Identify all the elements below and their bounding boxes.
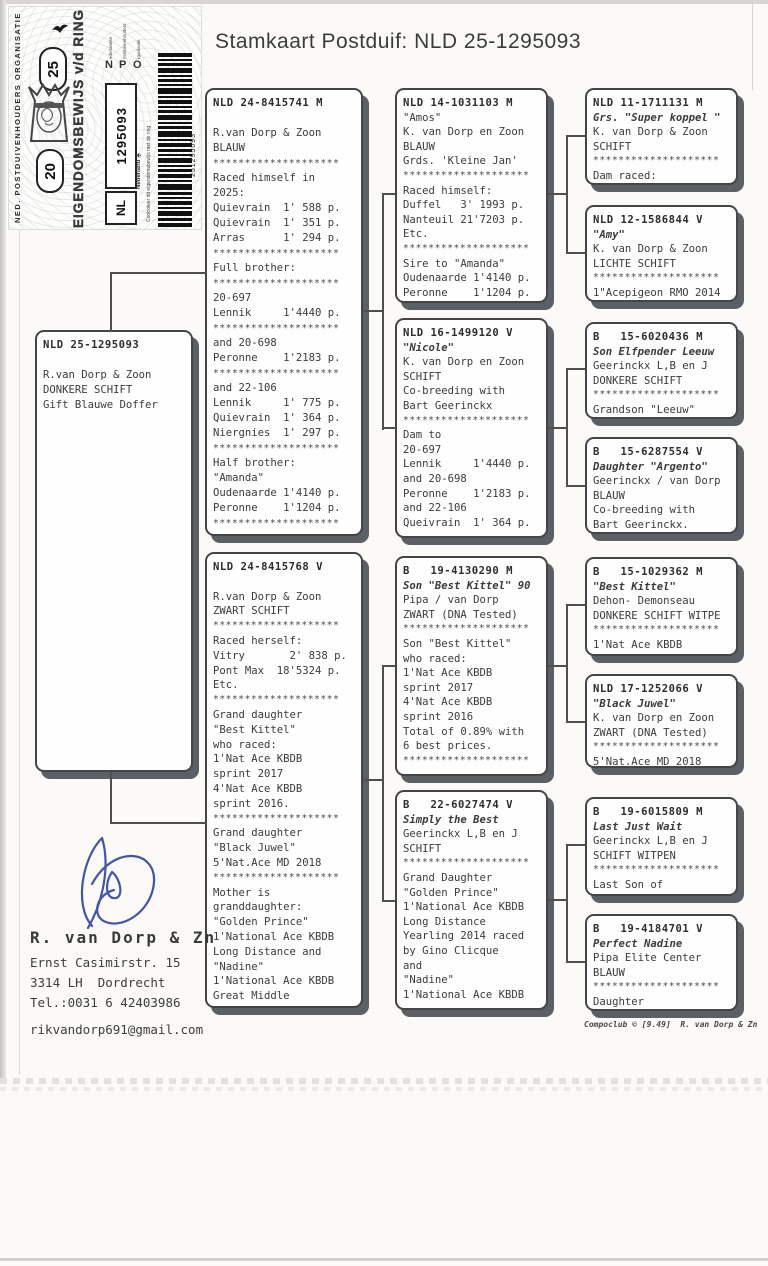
connector-line [566, 845, 568, 963]
pedigree-line: Pont Max 18'5324 p. [213, 664, 341, 677]
pedigree-line: BLAUW [593, 489, 625, 502]
pedigree-line: Co-breeding with [403, 385, 506, 398]
pedigree-line: Daughter [593, 995, 645, 1008]
pedigree-line: NLD 11-1711131 M [593, 97, 704, 109]
pedigree-line: Bart Geerinckx [403, 399, 493, 412]
pedigree-line: sprint 2017 [213, 768, 284, 781]
pedigree-line: DONKERE SCHIFT [43, 384, 133, 396]
pedigree-line: Pipa / van Dorp [403, 594, 499, 607]
pedigree-line: who raced: [403, 652, 467, 665]
pedigree-box-gg1 [585, 88, 738, 185]
connector-line [382, 193, 396, 195]
pedigree-box-gg2 [585, 205, 738, 302]
pedigree-line: ******************** [213, 812, 340, 824]
connector-line [382, 665, 396, 667]
connector-line [362, 310, 384, 312]
connector-line [566, 252, 586, 254]
connector-line [548, 193, 568, 195]
pedigree-line [43, 353, 185, 368]
pedigree-line: Grand daughter [213, 827, 303, 840]
connector-line [566, 961, 586, 963]
pedigree-line: R.van Dorp & Zoon [213, 590, 322, 603]
pedigree-line: Last Just Wait [593, 820, 683, 833]
npo-crest-icon [21, 81, 77, 147]
pedigree-line: Son "Best Kittel" 90 [403, 579, 531, 592]
pedigree-line: Total of 0.89% with [403, 725, 525, 738]
pedigree-line: "Black Juwel" [213, 842, 296, 855]
barcode [158, 53, 192, 227]
connector-line [110, 272, 112, 332]
npo-letter-o: O [133, 59, 142, 71]
pedigree-box-gg6 [585, 674, 738, 768]
ring-number-box [105, 83, 137, 189]
pedigree-line: ******************** [593, 155, 720, 166]
pedigree-line: 1'Nat Ace KBDB [213, 753, 303, 766]
pedigree-line: ******************** [403, 623, 530, 635]
pedigree-line: 4'Nat Ace KBDB [213, 782, 303, 795]
pedigree-line: Lennik 1' 775 p. [213, 397, 341, 409]
pedigree-box-sire [205, 88, 363, 536]
pedigree-line: R.van Dorp & Zoon [43, 369, 152, 381]
pedigree-line: Long Distance and [213, 945, 322, 958]
npo-letter-p: P [119, 59, 127, 71]
pedigree-line: 1'National Ace KBDB [403, 988, 525, 1001]
pedigree-line: "Black Juwel" [593, 697, 676, 710]
owner-name: R. van Dorp & Zn [30, 928, 217, 947]
pedigree-line: Geerinckx L,B en J [403, 828, 518, 841]
pedigree-line: Grds. 'Kleine Jan' [403, 155, 518, 168]
pedigree-line: Son "Best Kittel" [403, 637, 512, 650]
pedigree-box-sire-sire [395, 88, 548, 303]
connector-line [110, 272, 207, 274]
pedigree-line: "Amanda" [213, 472, 265, 484]
pedigree-line: Lennik 1'4440 p. [213, 307, 341, 319]
pedigree-line: Daughter "Argento" [593, 460, 708, 473]
pedigree-line: ******************** [403, 754, 530, 766]
pedigree-line [213, 111, 355, 126]
connector-line [566, 721, 586, 723]
pedigree-line: 1'National Ace KBDB [403, 901, 525, 914]
pedigree-line: NLD 14-1031103 M [403, 97, 514, 109]
pedigree-line: BLAUW [403, 140, 435, 153]
connector-line [382, 900, 396, 902]
npo-letter-n: N [105, 59, 113, 71]
pedigree-box-sire-dam [395, 318, 548, 538]
pedigree-line: K. van Dorp en Zoon [403, 356, 525, 369]
pedigree-line: "Nicole" [403, 341, 455, 354]
ring-number: 1295093 [113, 107, 129, 165]
npo-word-2: ostduivenhouders [122, 23, 127, 59]
pedigree-line: Raced himself: [403, 184, 493, 197]
pedigree-line: Bart Geerinckx. [593, 518, 689, 531]
owner-address1: Ernst Casimirstr. 15 [30, 955, 181, 970]
pedigree-line: who raced: [213, 738, 277, 751]
connector-line [382, 427, 396, 429]
pedigree-line: "Best Kittel" [213, 723, 296, 736]
pedigree-line: "Amos" [403, 111, 442, 124]
pedigree-line: Gift Blauwe Doffer [43, 399, 158, 411]
year-top-label: 25 [44, 60, 62, 78]
pedigree-line: Etc. [213, 679, 239, 692]
pedigree-line: "Best Kittel" [593, 580, 676, 593]
pedigree-box-subject [35, 330, 193, 772]
pedigree-line: Dam raced: [593, 169, 657, 182]
country-code: NL [114, 200, 128, 216]
connector-line [566, 136, 568, 254]
owner-signature [58, 832, 173, 934]
pedigree-box-gg3 [585, 322, 738, 419]
pedigree-line: R.van Dorp & Zoon [213, 127, 322, 139]
pedigree-line: SCHIFT [593, 140, 632, 153]
pedigree-line: ******************** [213, 278, 340, 289]
pedigree-line: Great Middle [213, 990, 290, 1003]
pedigree-line: 6 best prices. [403, 740, 493, 753]
pedigree-line: and 22-106 [403, 502, 467, 515]
pedigree-line: NLD 25-1295093 [43, 339, 140, 351]
scan-edge-top [0, 0, 768, 4]
software-credit: Compoclub © [9.49] R. van Dorp & Zn [584, 1020, 758, 1029]
connector-line [382, 666, 384, 902]
connector-line [362, 779, 384, 781]
connector-line [548, 899, 568, 901]
pedigree-line: Oudenaarde 1'4140 p. [403, 272, 531, 285]
pedigree-line: B 15-6287554 V [593, 446, 704, 458]
sleeve-perforation-2 [0, 1087, 768, 1091]
pedigree-line: BLAUW [213, 142, 245, 154]
pedigree-line: ******************** [593, 981, 720, 992]
pedigree-line: B 19-4184701 V [593, 923, 704, 935]
pedigree-line: ******************** [213, 248, 340, 259]
npo-word-3: rganisatie [136, 39, 141, 59]
year-bottom-label: 20 [41, 162, 59, 180]
barcode-number: 251295093 [190, 132, 197, 177]
pedigree-line: NLD 24-8415741 M [213, 97, 324, 109]
pedigree-line: K. van Dorp & Zoon [593, 243, 708, 255]
pedigree-line: granddaughter: [213, 901, 303, 914]
pedigree-line: Simply the Best [403, 813, 499, 826]
pedigree-line: Pipa Elite Center [593, 952, 702, 964]
pedigree-line: ******************** [213, 368, 340, 379]
pedigree-line: Dehon- Demonseau [593, 595, 696, 607]
pedigree-line: Grandson "Leeuw" [593, 403, 696, 416]
pedigree-line: Raced himself in [213, 172, 316, 184]
pedigree-line: Quievrain 1' 588 p. [213, 202, 341, 214]
pedigree-line: Yearling 2014 raced [403, 930, 525, 943]
pedigree-line: DONKERE SCHIFT [593, 374, 683, 387]
pedigree-line: 1'National Ace KBDB [213, 930, 335, 943]
sleeve-perforation [0, 1078, 768, 1084]
pedigree-box-gg7 [585, 797, 738, 896]
pedigree-line: sprint 2017 [403, 681, 474, 694]
pedigree-line: SCHIFT [403, 842, 442, 855]
pedigree-line: B 15-1029362 M [593, 566, 704, 578]
pedigree-line: Half brother: [213, 457, 296, 469]
pedigree-line: and [403, 959, 423, 972]
pedigree-line: Perfect Nadine [593, 937, 683, 950]
pedigree-line: Oudenaarde 1'4140 p. [213, 487, 341, 499]
npo-word-1: ederlandse [108, 36, 113, 59]
pedigree-line: 4'Nat Ace KBDB [403, 696, 493, 709]
connector-line [566, 604, 586, 606]
owner-phone: Tel.:0031 6 42403986 [30, 995, 181, 1010]
pedigree-line: NLD 24-8415768 V [213, 561, 324, 573]
pedigree-line: sprint 2016 [403, 710, 474, 723]
pedigree-line: Queivrain 1' 364 p. [403, 516, 531, 529]
scan-edge-left [0, 0, 6, 1078]
pedigree-line: Quievrain 1' 351 p. [213, 217, 341, 229]
pedigree-line: Grand Daughter [403, 871, 493, 884]
pedigree-line: B 19-4130290 M [403, 565, 514, 577]
pedigree-box-gg8 [585, 914, 738, 1011]
pedigree-line: ******************** [593, 389, 720, 400]
pedigree-line: 2025: [213, 187, 245, 199]
pedigree-line: BLAUW [593, 966, 625, 979]
sticker-year-20 [36, 149, 64, 193]
pedigree-line: Mother is [213, 886, 271, 899]
pedigree-line: SCHIFT WITPEN [593, 849, 676, 862]
pedigree-line: ******************** [213, 871, 340, 883]
connector-line [566, 135, 586, 137]
pedigree-line: 1"Acepigeon RMO 2014 [593, 286, 721, 299]
pedigree-line: 1'National Ace KBDB [213, 975, 335, 988]
pedigree-line: NLD 17-1252066 V [593, 683, 704, 695]
pedigree-line: B 22-6027474 V [403, 799, 514, 811]
pedigree-line: Dam to [403, 429, 442, 442]
verify-text: Controleer dit eigendomsbewijs met de ring [146, 125, 152, 222]
pedigree-line: Quievrain 1' 364 p. [213, 412, 341, 424]
pedigree-line: ******************** [403, 242, 530, 254]
pedigree-line: Peronne 1'1204 p. [403, 286, 531, 299]
pedigree-box-dam-dam [395, 790, 548, 1010]
sleeve-edge-line [752, 0, 753, 90]
pedigree-line: ******************** [213, 158, 340, 169]
pedigree-box-gg4 [585, 437, 738, 534]
pedigree-line: and 20-698 [403, 472, 467, 485]
pedigree-line: ******************** [213, 518, 340, 529]
pedigree-line: ******************** [213, 323, 340, 334]
pedigree-line: Geerinckx / van Dorp [593, 475, 721, 487]
pedigree-line: DONKERE SCHIFT WITPE [593, 609, 721, 622]
pedigree-line: B 15-6020436 M [593, 331, 704, 343]
sticker-org-text: NED. POSTDUIVENHOUDERS ORGANISATIE [13, 12, 22, 224]
pedigree-line: K. van Dorp & Zoon [593, 126, 708, 138]
pedigree-box-dam [205, 552, 363, 1008]
pedigree-line: ******************** [213, 694, 340, 706]
pedigree-line: Co-breeding with [593, 504, 696, 516]
connector-line [382, 194, 384, 430]
pedigree-line: ******************** [593, 624, 720, 635]
pedigree-line: Long Distance [403, 915, 486, 928]
connector-line [566, 368, 586, 370]
owner-email: rikvandorp691@gmail.com [30, 1022, 204, 1037]
bird-icon [51, 21, 69, 35]
pedigree-line: 5'Nat.Ace MD 2018 [213, 856, 322, 869]
pedigree-line: Geerinckx L,B en J [593, 360, 708, 372]
pedigree-line: ******************** [593, 272, 720, 283]
pedigree-line: Peronne 1'2183 p. [213, 352, 341, 364]
owner-address2: 3314 LH Dordrecht [30, 975, 166, 990]
pedigree-line: Grand daughter [213, 708, 303, 721]
pedigree-line: B 19-6015809 M [593, 806, 704, 818]
pedigree-line: by Gino Clicque [403, 944, 499, 957]
pedigree-line: 5'Nat.Ace MD 2018 [593, 755, 702, 768]
connector-line [566, 485, 586, 487]
pedigree-line: Arras 1' 294 p. [213, 232, 341, 244]
pedigree-line: "Nadine" [213, 960, 265, 973]
pedigree-line: Peronne 1'2183 p. [403, 487, 531, 500]
pedigree-line: 1'Nat Ace KBDB [403, 667, 493, 680]
pedigree-line: Sire to "Amanda" [403, 257, 506, 270]
pedigree-line: 20-697 [403, 443, 442, 456]
pedigree-line: Grs. "Super koppel " [593, 111, 721, 124]
pedigree-line: Vitry 2' 838 p. [213, 649, 347, 662]
pedigree-line: "Nadine" [403, 974, 455, 987]
nederland-label: Nederland ✈ [136, 150, 142, 189]
pedigree-line: Etc. [403, 228, 429, 241]
pedigree-line: ******************** [403, 169, 530, 181]
connector-line [110, 822, 207, 824]
pedigree-line: NLD 16-1499120 V [403, 327, 514, 339]
pedigree-line: "Golden Prince" [213, 916, 309, 929]
connector-line [566, 844, 586, 846]
pedigree-line: "Golden Prince" [403, 886, 499, 899]
pedigree-line: "Amy" [593, 228, 625, 241]
scan-edge-bottom [0, 1258, 768, 1261]
connector-line [110, 772, 112, 824]
pedigree-line: and 20-698 [213, 337, 277, 349]
pedigree-line: Peronne 1'1204 p. [213, 502, 341, 514]
pedigree-line: ******************** [213, 443, 340, 454]
pedigree-line: ZWART (DNA Tested) [403, 608, 518, 621]
pedigree-line: SCHIFT [403, 370, 442, 383]
pedigree-line: ******************** [593, 864, 720, 875]
pedigree-line: K. van Dorp en Zoon [593, 712, 715, 724]
pedigree-line: Geerinckx L,B en J [593, 835, 708, 847]
pedigree-line: ZWART (DNA Tested) [593, 726, 708, 739]
pedigree-line: ******************** [403, 414, 530, 426]
connector-line [566, 369, 568, 487]
pedigree-box-dam-sire [395, 556, 548, 776]
ring-ownership-sticker [8, 6, 202, 230]
pedigree-line: K. van Dorp en Zoon [403, 126, 525, 139]
page-title: Stamkaart Postduif: NLD 25-1295093 [215, 30, 582, 53]
pedigree-line: NLD 12-1586844 V [593, 214, 704, 226]
sticker-ownership-text: EIGENDOMSBEWIJS v/d RING [71, 8, 86, 228]
pedigree-line: Raced herself: [213, 634, 303, 647]
pedigree-line: sprint 2016. [213, 797, 290, 810]
connector-line [548, 427, 568, 429]
pedigree-line: Nanteuil 21'7203 p. [403, 213, 525, 226]
pedigree-line: LICHTE SCHIFT [593, 257, 676, 270]
country-box [105, 191, 137, 225]
pedigree-line: 20-697 [213, 292, 252, 304]
pedigree-line: Son Elfpender Leeuw [593, 345, 715, 358]
pedigree-line: ZWART SCHIFT [213, 605, 290, 618]
pedigree-line: Niergnies 1' 297 p. [213, 427, 341, 439]
pedigree-line: Last Son of [593, 878, 664, 891]
pedigree-line: ******************** [213, 620, 340, 632]
connector-line [548, 665, 568, 667]
pedigree-line: and 22-106 [213, 382, 277, 394]
pedigree-line: Duffel 3' 1993 p. [403, 199, 525, 212]
connector-line [566, 605, 568, 723]
pedigree-line: ******************** [593, 741, 720, 752]
pedigree-line: Lennik 1'4440 p. [403, 458, 531, 471]
pedigree-line: 1'Nat Ace KBDB [593, 638, 683, 651]
pedigree-line [213, 575, 355, 590]
pedigree-box-gg5 [585, 557, 738, 656]
pedigree-line: Full brother: [213, 262, 296, 274]
pedigree-line: ******************** [403, 857, 530, 869]
